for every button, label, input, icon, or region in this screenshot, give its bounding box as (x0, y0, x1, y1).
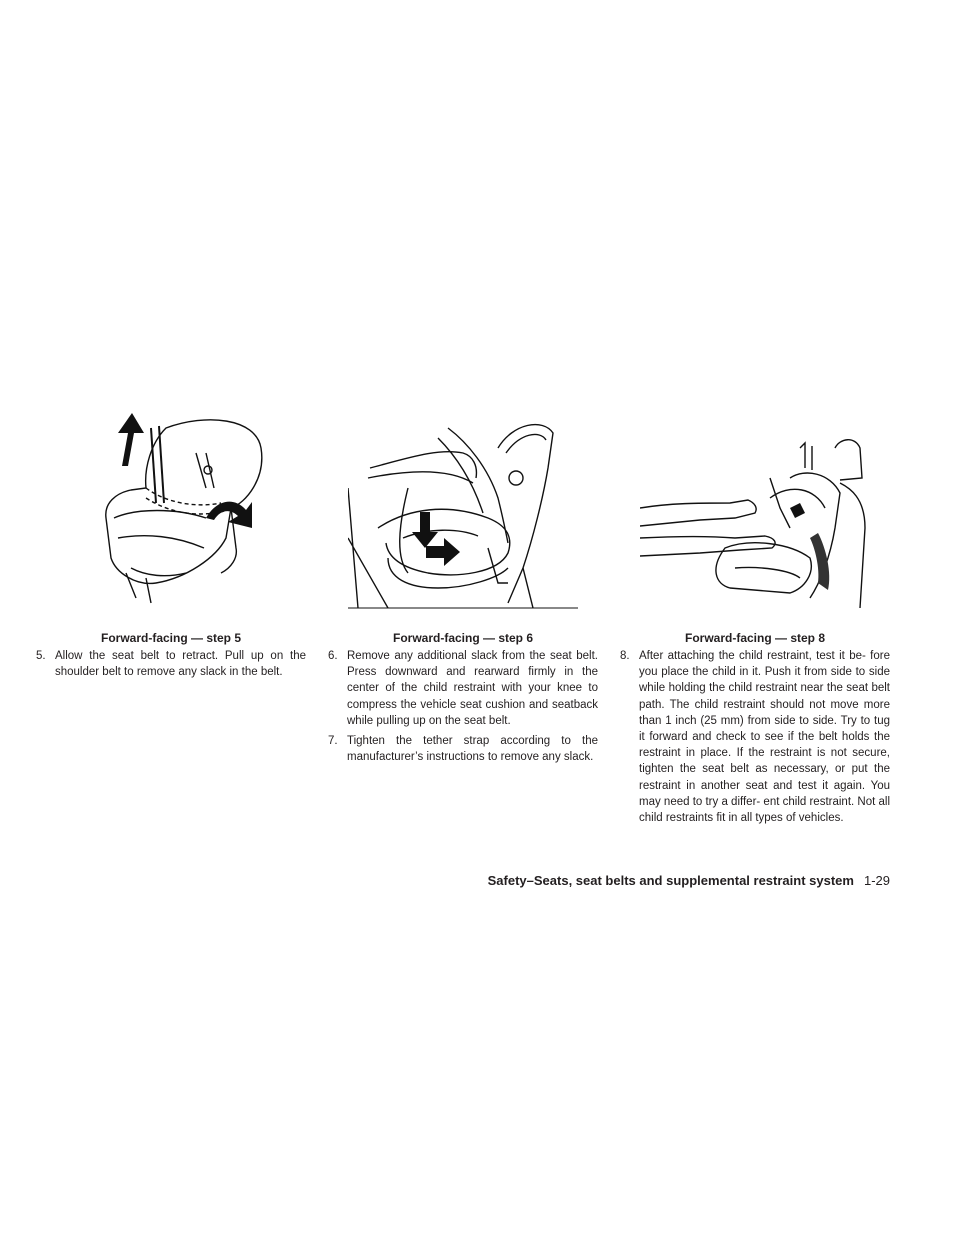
step-text: After attaching the child restraint, test it be- fore you place the child in it. Push it from side to side while holding the child restraint near the seat belt path. The child restraint should not move more than 1 inch (25 mm) from side to side. Try to tug it forward and check to see if the belt holds the restraint in place. If the restraint is not secure, tighten the seat belt as necessary, or put the restraint in another seat and test it again. You may need to try a differ- ent child restraint. Not all child restraints fit in all types of vehicles. (639, 650, 890, 825)
figure-caption: Forward-facing — step 8 (684, 631, 826, 645)
figure-caption: Forward-facing — step 6 (392, 631, 534, 645)
step-number: 6. (328, 650, 338, 662)
step-number: 7. (328, 735, 338, 748)
instruction-step (328, 733, 598, 765)
page-footer (488, 872, 890, 890)
step-text: Remove any additional slack from the seat belt. Press downward and rearward firmly in the center of the child restraint with your knee to compress the vehicle seat cushion and seatback while pulling up on the seat belt. (347, 650, 598, 727)
step-number: 5. (36, 650, 46, 662)
page-number: 1-29 (863, 873, 890, 888)
instruction-step (620, 648, 890, 826)
column-step-5 (36, 408, 306, 684)
section-title: Safety–Seats, seat belts and supplemental restraint system (487, 873, 854, 888)
column-step-6 (328, 408, 598, 769)
step-number: 8. (620, 650, 630, 662)
instruction-step (328, 648, 598, 729)
forward-facing-step-5-illustration (56, 408, 286, 613)
forward-facing-step-8-illustration (640, 408, 870, 613)
forward-facing-step-6-illustration (348, 408, 578, 613)
instruction-step (36, 648, 306, 680)
step-text: Tighten the tether strap according to the manufacturer’s instructions to remove any slack. (347, 735, 598, 764)
step-text: Allow the seat belt to retract. Pull up on the shoulder belt to remove any slack in the belt. (55, 650, 306, 679)
column-step-8 (620, 408, 890, 830)
figure-caption: Forward-facing — step 5 (100, 631, 242, 645)
